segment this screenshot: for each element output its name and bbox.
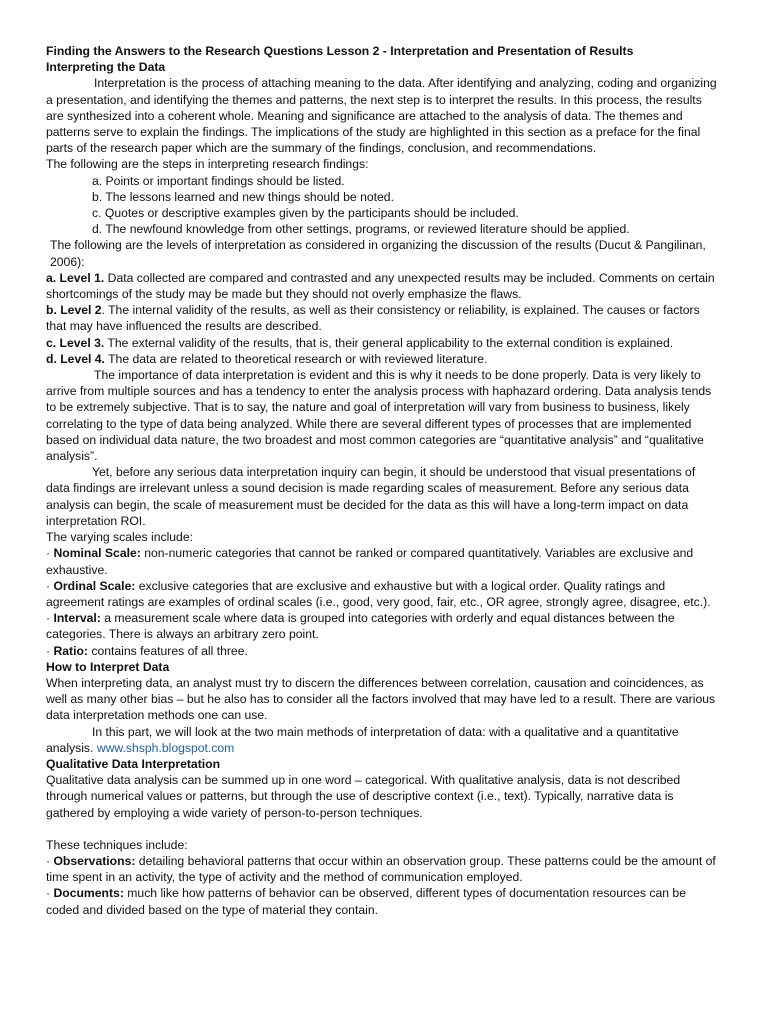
before-paragraph: Yet, before any serious data interpretation inquiry can begin, it should be understood that visual presentations of data findings are irrelevant unless a sound decision is made regarding scales of measurement. Before any serious data analysis can begin, the scale of measurement must be decided for the data as this will have a long-term impact on data interpretation ROI. [46, 465, 696, 528]
technique-item [46, 853, 722, 885]
section-heading-qualitative: Qualitative Data Interpretation [46, 756, 221, 771]
scale-text: a measurement scale where data is grouped into categories with orderly and equal distances between the categories. There is always an arbitrary zero point. [46, 611, 675, 642]
level-item [46, 335, 722, 351]
importance-paragraph: The importance of data interpretation is evident and this is why it needs to be done properly. Data is very likely to arrive from multiple sources and has a tendency to enter the analysis process with haphazard ordering. Data analysis tends to be extremely subjective. That is to say, the nature and goal of interpretation will vary from business to business, likely correlating to the type of data being analyzed. While there are several different types of processes that are implemented based on individual data nature, the two broadest and most common categories are “quantitative analysis” and “qualitative analysis”. [46, 368, 712, 464]
level-text: Data collected are compared and contrasted and any unexpected results may be included. Comments on certain shortcomings of the study may be made but they should not overly emphasize the flaws. [46, 270, 715, 302]
list-item: b. The lessons learned and new things should be noted. [92, 189, 394, 204]
scale-label: Ratio: [53, 643, 88, 658]
scale-text: exclusive categories that are exclusive and exhaustive but with a logical order. Quality ratings and agreement ratings are examples of ordinal scales (i.e., good, very good, fair, etc., OR agree, strongly agree, disagree, etc.). [46, 578, 711, 609]
list-item: c. Quotes or descriptive examples given by the participants should be included. [92, 206, 519, 221]
level-text: The data are related to theoretical research or with reviewed literature. [104, 351, 488, 366]
scale-item [46, 610, 722, 642]
intro-paragraph: Interpretation is the process of attaching meaning to the data. After identifying and analyzing, coding and organizing a presentation, and identifying the themes and patterns, the next step is to interpret the results. In this process, the results are synthesized into a coherent whole. Meaning and significance are attached to the analysis of data. The themes and patterns serve to explain the findings. The implications of the study are highlighted in this section as a preface for the final parts of the research paper which are the summary of the findings, conclusion, and recommendations. [46, 76, 717, 156]
scales-lead: The varying scales include: [46, 530, 193, 545]
technique-label: Documents: [53, 886, 124, 901]
list-item: a. Points or important findings should be listed. [92, 173, 345, 188]
bullet: · [46, 578, 54, 593]
technique-item [46, 885, 722, 917]
steps-lead: The following are the steps in interpreting research findings: [46, 157, 369, 172]
levels-list [46, 270, 722, 367]
level-text: The external validity of the results, that is, their general applicability to the external condition is explained. [104, 335, 674, 350]
scale-label: Nominal Scale: [53, 546, 141, 561]
bullet: · [46, 546, 54, 561]
qualitative-paragraph: Qualitative data analysis can be summed up in one word – categorical. With qualitative analysis, data is not described through numerical values or patterns, but through the use of descriptive context (i.e., text). Typically, narrative data is gathered by employing a wide variety of person-to-person techniques. [46, 773, 681, 820]
level-label: d. Level 4. [46, 351, 105, 366]
scale-text: non-numeric categories that cannot be ranked or compared quantitatively. Variables are exclusive and exhaustive. [46, 546, 694, 577]
methods-paragraph [46, 724, 722, 756]
methods-text: In this part, we will look at the two main methods of interpretation of data: with a qualitative and a quantitative analysis. [46, 724, 679, 755]
steps-list [46, 173, 722, 238]
spacer [46, 821, 722, 837]
level-text: . The internal validity of the results, as well as their consistency or reliability, is explained. The causes or factors that may have influenced the results are described. [46, 303, 700, 334]
technique-text: detailing behavioral patterns that occur within an observation group. These patterns could be the amount of time spent in an activity, the type of activity and the method of communication employed. [46, 853, 716, 885]
level-label: a. Level 1. [46, 270, 105, 285]
scale-label: Interval: [53, 611, 101, 626]
level-item [46, 302, 722, 334]
scale-item [46, 545, 722, 577]
level-label: c. Level 3. [46, 335, 105, 350]
techniques-lead: These techniques include: [46, 837, 188, 852]
scales-list [46, 545, 722, 658]
section-heading-how: How to Interpret Data [46, 659, 170, 674]
level-label: b. Level 2 [46, 303, 102, 318]
level-item [46, 270, 722, 302]
bullet: · [46, 853, 54, 868]
bullet: · [46, 886, 54, 901]
technique-text: much like how patterns of behavior can be observed, different types of documentation resources can be coded and divided based on the type of material they contain. [46, 886, 686, 917]
technique-label: Observations: [53, 853, 136, 868]
section-heading-interpreting: Interpreting the Data [46, 60, 166, 75]
level-item [46, 351, 722, 367]
scale-label: Ordinal Scale: [53, 578, 136, 593]
levels-lead: The following are the levels of interpretation as considered in organizing the discussion of the results (Ducut & Pangilinan, 2006): [50, 238, 706, 269]
scale-item [46, 643, 722, 659]
document-title: Finding the Answers to the Research Questions Lesson 2 - Interpretation and Presentation of Results [46, 44, 634, 58]
techniques-list [46, 853, 722, 918]
scale-text: contains features of all three. [87, 643, 248, 658]
how-paragraph: When interpreting data, an analyst must try to discern the differences between correlation, causation and coincidences, as well as many other bias – but he also has to consider all the factors involved that may have led to a result. There are various data interpretation methods one can use. [46, 675, 716, 723]
scale-item [46, 578, 722, 610]
list-item: d. The newfound knowledge from other settings, programs, or reviewed literature should be applied. [92, 222, 630, 237]
blog-link[interactable]: www.shsph.blogspot.com [96, 740, 235, 755]
bullet: · [46, 611, 54, 626]
bullet: · [46, 643, 54, 658]
